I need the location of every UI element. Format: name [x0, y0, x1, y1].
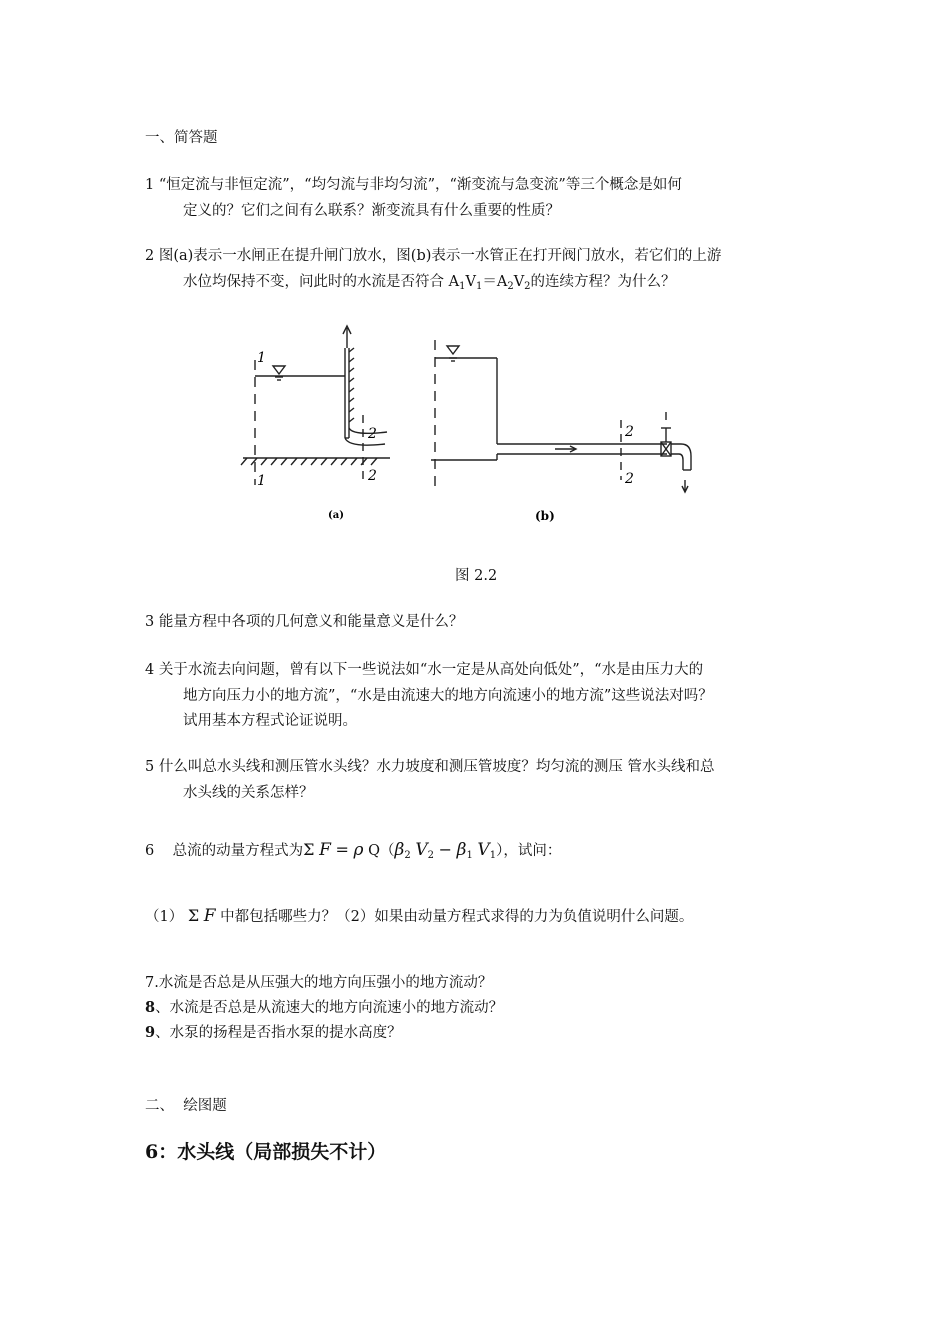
question-4-line-2: 地方向压力小的地方流”，“水是由流速大的地方向流速小的地方流”这些说法对吗？ — [183, 688, 713, 704]
question-6-text: 总流的动量方程式为 — [172, 843, 304, 859]
question-6-subparts: （1） Σ F 中都包括哪些力？（2）如果由动量方程式求得的力为负值说明什么问题。 — [145, 906, 694, 926]
question-6: 6 总流的动量方程式为Σ F = ρ $Q(\beta_2$ $V_2 - \beta_1$ $V_1$），试问： — [145, 840, 562, 861]
label-section-1-a-bottom: 1 — [257, 473, 266, 489]
question-2-line-1 — [145, 246, 721, 266]
figure-b-pipe — [431, 340, 691, 492]
section-1-title: 一、简答题 — [145, 130, 218, 146]
question-7: 7.水流是否总是从压强大的地方向压强小的地方流动？ — [145, 975, 493, 991]
label-section-2-b-bottom: 2 — [625, 471, 634, 487]
question-4-text-1: 关于水流去向问题，曾有以下一些说法如“水一定是从高处向低处”，“水是由压力大的 — [158, 662, 704, 678]
question-8-number: 8 — [145, 999, 156, 1016]
question-5-line-1 — [145, 757, 714, 777]
question-9-number: 9 — [145, 1024, 156, 1041]
question-3 — [145, 612, 463, 632]
momentum-equation: Σ F = ρ $Q(\beta_2$ $V_2 - \beta_1$ $V_1$ — [303, 840, 497, 861]
question-5-text-1: 什么叫总水头线和测压管水头线？水力坡度和测压管坡度？均匀流的测压 管水头线和总 — [158, 759, 715, 775]
question-9-text: 、水泵的扬程是否指水泵的提水高度？ — [155, 1025, 402, 1041]
question-1-line-2: 定义的？它们之间有么联系？渐变流具有什么重要的性质？ — [183, 203, 560, 219]
continuity-equation: $A_1V_1=A_2V_2$ — [448, 274, 531, 292]
label-section-2-a-top: 2 — [368, 426, 377, 442]
question-2-text-1: 图(a)表示一水闸正在提升闸门放水，图(b)表示一水管正在打开阀门放水，若它们的上游 — [158, 248, 722, 264]
label-section-2-a-bottom: 2 — [368, 468, 377, 484]
subpart-1-text: 中都包括哪些力？ — [220, 909, 337, 925]
question-8-text: 、水流是否总是从流速大的地方向流速小的地方流动？ — [155, 1000, 504, 1016]
label-figure-b: (b) — [535, 509, 555, 523]
question-2-line-2 — [183, 272, 676, 292]
question-4-line-1 — [145, 660, 703, 680]
question-1-text-1: “恒定流与非恒定流”，“均匀流与非均匀流”，“渐变流与急变流”等三个概念是如何 — [158, 177, 682, 193]
subpart-2-text: （2）如果由动量方程式求得的力为负值说明什么问题。 — [336, 909, 694, 925]
question-2-text-2b: 的连续方程？为什么？ — [530, 274, 676, 290]
section-2-title: 二、 绘图题 — [145, 1098, 227, 1114]
subpart-1-number: （1） — [145, 909, 184, 925]
question-3-text: 能量方程中各项的几何意义和能量意义是什么？ — [158, 614, 464, 630]
question-2-number: 2 — [145, 248, 155, 264]
label-section-1-a-top: 1 — [257, 350, 266, 366]
figure-2-2 — [235, 320, 715, 535]
question-2-text-2a: 水位均保持不变，问此时的水流是否符合 — [183, 274, 449, 290]
heading-6: 6：水头线（局部损失不计） — [145, 1141, 387, 1163]
question-3-number: 3 — [145, 614, 155, 630]
question-1-line-1 — [145, 175, 682, 195]
question-6-number: 6 — [145, 843, 155, 859]
question-8 — [145, 998, 503, 1018]
question-4-number: 4 — [145, 662, 155, 678]
question-5-line-2: 水头线的关系怎样？ — [183, 785, 314, 801]
question-9 — [145, 1023, 402, 1043]
question-1-number: 1 — [145, 177, 155, 193]
figure-caption: 图 2.2 — [455, 568, 498, 584]
question-6-text-after: 试问： — [517, 843, 562, 859]
question-5-number: 5 — [145, 759, 155, 775]
label-section-2-b-top: 2 — [625, 424, 634, 440]
label-figure-a: (a) — [328, 510, 344, 521]
question-4-line-3: 试用基本方程式论证说明。 — [183, 713, 357, 729]
